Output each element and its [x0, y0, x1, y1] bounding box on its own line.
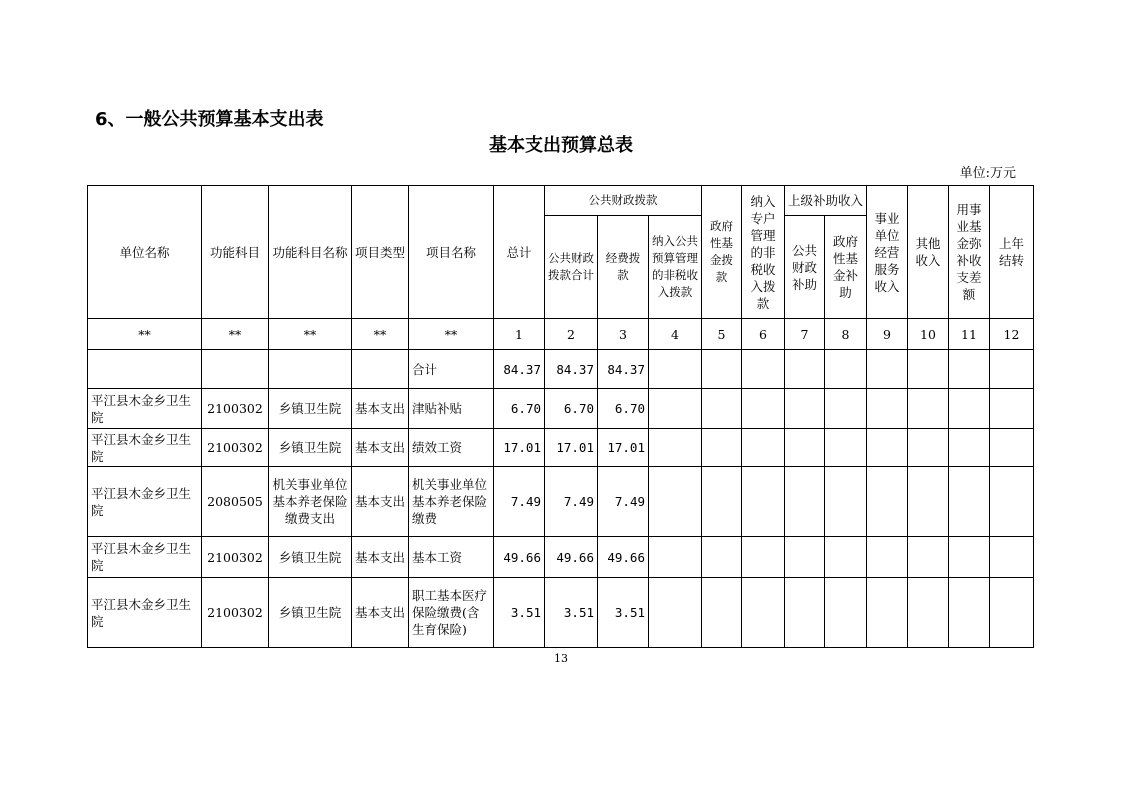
table-row	[88, 389, 1034, 429]
budget-table	[87, 185, 1034, 648]
header-nontax-special: 纳入专户管理的非税收入拨款	[742, 186, 785, 319]
header-project-type: 项目类型	[352, 186, 409, 319]
index-cell: **	[269, 319, 352, 350]
index-cell: 6	[742, 319, 785, 350]
header-other-income: 其他收入	[908, 186, 949, 319]
type-cell: 基本支出	[352, 578, 409, 648]
table-row	[88, 429, 1034, 467]
total-fund-alloc: 84.37	[598, 350, 649, 389]
total-label: 合计	[409, 350, 494, 389]
index-row	[88, 319, 1034, 350]
header-fund-alloc: 经费拨款	[598, 216, 649, 319]
index-cell: 7	[785, 319, 825, 350]
unit-cell: 平江县木金乡卫生院	[88, 467, 202, 537]
name-cell: 津贴补贴	[409, 389, 494, 429]
header-project-name: 项目名称	[409, 186, 494, 319]
public-total-cell: 17.01	[545, 429, 598, 467]
code-cell: 2100302	[202, 537, 269, 578]
index-cell: **	[88, 319, 202, 350]
header-nontax-public: 纳入公共预算管理的非税收入拨款	[649, 216, 702, 319]
header-sub-gov-fund: 政府性基金补助	[825, 216, 867, 319]
index-cell: 2	[545, 319, 598, 350]
header-carryover: 上年结转	[990, 186, 1034, 319]
table-row	[88, 467, 1034, 537]
total-cell: 17.01	[494, 429, 545, 467]
type-cell: 基本支出	[352, 537, 409, 578]
name-cell: 职工基本医疗保险缴费(含生育保险)	[409, 578, 494, 648]
index-cell: 10	[908, 319, 949, 350]
index-cell: 9	[867, 319, 908, 350]
table-title: 基本支出预算总表	[489, 135, 633, 156]
total-cell: 7.49	[494, 467, 545, 537]
header-public-fiscal-total: 公共财政拨款合计	[545, 216, 598, 319]
table-row	[88, 537, 1034, 578]
total-public-fiscal: 84.37	[545, 350, 598, 389]
total-cell: 3.51	[494, 578, 545, 648]
header-func-name: 功能科目名称	[269, 186, 352, 319]
index-cell: 8	[825, 319, 867, 350]
index-cell: **	[409, 319, 494, 350]
type-cell: 基本支出	[352, 389, 409, 429]
public-total-cell: 7.49	[545, 467, 598, 537]
fund-cell: 7.49	[598, 467, 649, 537]
header-fund-balance: 用事业基金弥补收支差额	[949, 186, 990, 319]
func-cell: 机关事业单位基本养老保险缴费支出	[269, 467, 352, 537]
header-business-income: 事业单位经营服务收入	[867, 186, 908, 319]
public-total-cell: 49.66	[545, 537, 598, 578]
func-cell: 乡镇卫生院	[269, 429, 352, 467]
type-cell: 基本支出	[352, 429, 409, 467]
code-cell: 2100302	[202, 389, 269, 429]
header-func-code: 功能科目	[202, 186, 269, 319]
code-cell: 2100302	[202, 578, 269, 648]
header-public-fiscal: 公共财政拨款	[545, 186, 702, 216]
unit-cell: 平江县木金乡卫生院	[88, 537, 202, 578]
public-total-cell: 6.70	[545, 389, 598, 429]
name-cell: 基本工资	[409, 537, 494, 578]
func-cell: 乡镇卫生院	[269, 537, 352, 578]
unit-label: 单位:万元	[959, 166, 1016, 181]
page-number: 13	[554, 652, 568, 665]
func-cell: 乡镇卫生院	[269, 578, 352, 648]
code-cell: 2100302	[202, 429, 269, 467]
index-cell: 1	[494, 319, 545, 350]
unit-cell: 平江县木金乡卫生院	[88, 429, 202, 467]
index-cell: **	[202, 319, 269, 350]
name-cell: 绩效工资	[409, 429, 494, 467]
index-cell: 5	[702, 319, 742, 350]
index-cell: **	[352, 319, 409, 350]
header-sub-public-fiscal: 公共财政补助	[785, 216, 825, 319]
public-total-cell: 3.51	[545, 578, 598, 648]
header-unit-name: 单位名称	[88, 186, 202, 319]
header-total: 总计	[494, 186, 545, 319]
fund-cell: 17.01	[598, 429, 649, 467]
index-cell: 12	[990, 319, 1034, 350]
type-cell: 基本支出	[352, 467, 409, 537]
fund-cell: 3.51	[598, 578, 649, 648]
fund-cell: 49.66	[598, 537, 649, 578]
table-row	[88, 578, 1034, 648]
section-title: 6、一般公共预算基本支出表	[95, 109, 324, 130]
total-cell: 6.70	[494, 389, 545, 429]
header-superior-subsidy: 上级补助收入	[785, 186, 867, 216]
index-cell: 11	[949, 319, 990, 350]
unit-cell: 平江县木金乡卫生院	[88, 578, 202, 648]
header-row-1	[88, 186, 1034, 216]
code-cell: 2080505	[202, 467, 269, 537]
total-value: 84.37	[494, 350, 545, 389]
header-gov-fund: 政府性基金拨款	[702, 186, 742, 319]
fund-cell: 6.70	[598, 389, 649, 429]
total-cell: 49.66	[494, 537, 545, 578]
unit-cell: 平江县木金乡卫生院	[88, 389, 202, 429]
total-row	[88, 350, 1034, 389]
func-cell: 乡镇卫生院	[269, 389, 352, 429]
index-cell: 4	[649, 319, 702, 350]
name-cell: 机关事业单位基本养老保险缴费	[409, 467, 494, 537]
index-cell: 3	[598, 319, 649, 350]
